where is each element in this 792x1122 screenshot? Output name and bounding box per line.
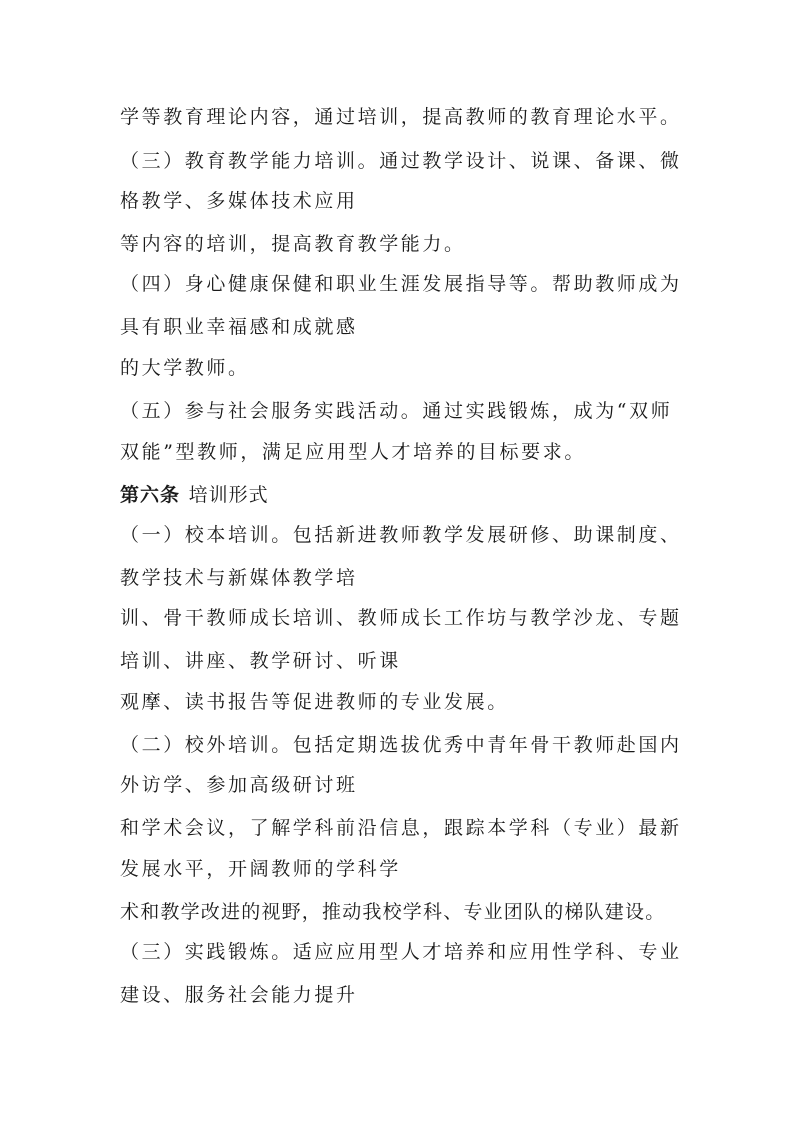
paragraph-line: 建设、服务社会能力提升 (120, 984, 358, 1006)
paragraph-line: 观摩、读书报告等促进教师的专业发展。 (120, 691, 509, 713)
paragraph-line: （三）教育教学能力培训。通过教学设计、说课、备课、微 (120, 150, 682, 172)
paragraph-line: （二）校外培训。包括定期选拔优秀中青年骨干教师赴国内 (120, 734, 682, 756)
paragraph-line: 具有职业幸福感和成就感 (120, 316, 358, 338)
paragraph-line: 等内容的培训，提高教育教学能力。 (120, 233, 466, 255)
paragraph-line: 双能”型教师，满足应用型人才培养的目标要求。 (120, 441, 586, 463)
paragraph-line: 发展水平，开阔教师的学科学 (120, 858, 401, 880)
paragraph-line: 教学技术与新媒体教学培 (120, 567, 358, 589)
paragraph-line: 术和教学改进的视野，推动我校学科、专业团队的梯队建设。 (120, 901, 666, 923)
section-heading-title: 培训形式 (188, 484, 269, 506)
section-heading-number: 第六条 (120, 484, 181, 506)
paragraph-line: 培训、讲座、教学研讨、听课 (120, 650, 401, 672)
paragraph-line: 训、骨干教师成长培训、教师成长工作坊与教学沙龙、专题 (120, 607, 682, 629)
paragraph-line: 外访学、参加高级研讨班 (120, 774, 358, 796)
paragraph-line: 的大学教师。 (120, 357, 250, 379)
paragraph-line: （五）参与社会服务实践活动。通过实践锻炼，成为“双师 (120, 400, 673, 422)
section-heading (120, 483, 680, 507)
paragraph-line: （三）实践锻炼。适应应用型人才培养和应用性学科、专业 (120, 941, 682, 963)
paragraph-line: 和学术会议，了解学科前沿信息，跟踪本学科（专业）最新 (120, 817, 682, 839)
paragraph-line: （四）身心健康保健和职业生涯发展指导等。帮助教师成为 (120, 273, 682, 295)
paragraph-line: 学等教育理论内容，通过培训，提高教师的教育理论水平。 (120, 106, 682, 128)
paragraph-line: （一）校本培训。包括新进教师教学发展研修、助课制度、 (120, 524, 682, 546)
paragraph-line: 格教学、多媒体技术应用 (120, 190, 358, 212)
